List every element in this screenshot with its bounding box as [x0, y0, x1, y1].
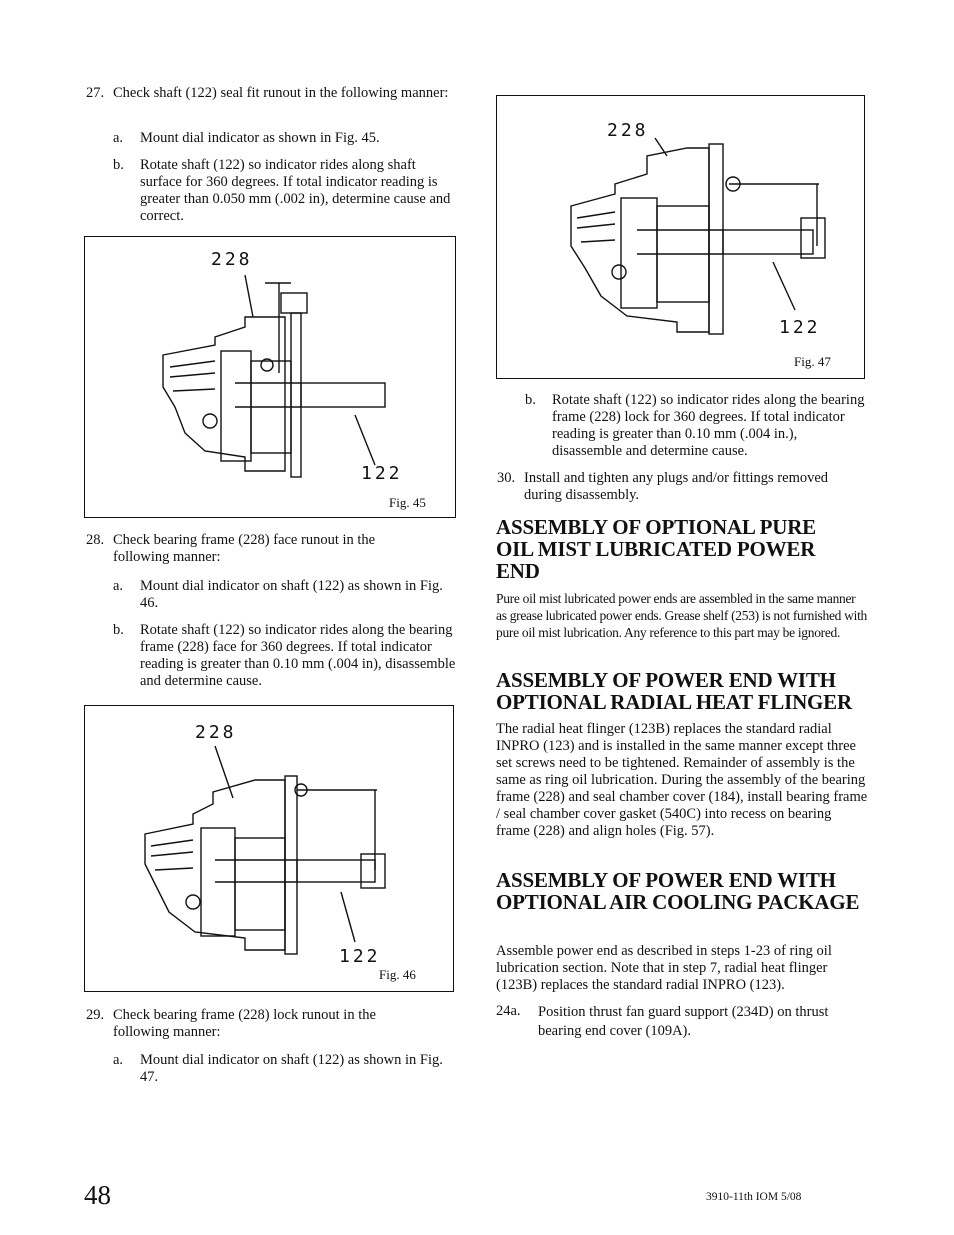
- step-text: Install and tighten any plugs and/or fittings removed during disassembly.: [524, 470, 829, 503]
- figure-47: [496, 95, 865, 379]
- step-number: 27.: [86, 85, 105, 101]
- step-number: 29.: [86, 1007, 105, 1023]
- heading-pure-oil-mist: ASSEMBLY OF OPTIONAL PURE OIL MIST LUBRICATED POWER END: [496, 515, 816, 583]
- para-pure-oil-mist: Pure oil mist lubricated power ends are assembled in the same manner as grease lubricated power ends. Grease shelf (253) is not furnished with pure oil mist lubrication. Any reference to this part may be ignored.: [496, 591, 867, 640]
- para-radial-heat-flinger: The radial heat flinger (123B) replaces the standard radial INPRO (123) and is installed in the same manner except three set screws need to be tightened. Remainder of assembly is the same as ring oil lubrication. During the assembly of the bearing frame (228) and seal chamber cover (184), install bearing frame / seal chamber cover gasket (540C) into recess on bearing frame (228) and align holes (Fig. 57).: [496, 721, 868, 839]
- step-letter: b.: [113, 622, 124, 638]
- document-id: 3910-11th IOM 5/08: [706, 1191, 802, 1203]
- step-text: Check shaft (122) seal fit runout in the following manner:: [113, 85, 449, 101]
- fig45-label-228: 228: [211, 249, 253, 270]
- step-text: Rotate shaft (122) so indicator rides along shaft surface for 360 degrees. If total indicator reading is greater than 0.050 mm (.002 in), determine cause and correct.: [140, 157, 451, 224]
- fig45-label-122: 122: [361, 463, 403, 484]
- step-text: Mount dial indicator on shaft (122) as shown in Fig. 46.: [140, 578, 443, 611]
- figure-45: [84, 236, 456, 518]
- step-number: 30.: [497, 470, 516, 486]
- fig47-drawing: [497, 96, 866, 380]
- step-number: 28.: [86, 532, 105, 548]
- step-text: Mount dial indicator as shown in Fig. 45.: [140, 130, 380, 146]
- step-letter: a.: [113, 578, 124, 594]
- heading-radial-heat-flinger: ASSEMBLY OF POWER END WITH OPTIONAL RADIAL HEAT FLINGER: [496, 668, 852, 714]
- step-text: Check bearing frame (228) lock runout in the following manner:: [113, 1007, 376, 1040]
- fig46-caption: Fig. 46: [379, 967, 416, 982]
- fig45-caption: Fig. 45: [389, 495, 426, 510]
- fig45-drawing: [85, 237, 457, 519]
- heading-air-cooling: ASSEMBLY OF POWER END WITH OPTIONAL AIR COOLING PACKAGE: [496, 868, 860, 914]
- step-text: Rotate shaft (122) so indicator rides along the bearing frame (228) face for 360 degrees. If total indicator reading is greater than 0.10 mm (.004 in), disassemble and determine cause.: [140, 622, 456, 689]
- step-letter: b.: [525, 392, 536, 408]
- fig46-drawing: [85, 706, 455, 993]
- step-number: 24a.: [496, 1003, 521, 1019]
- fig47-label-228: 228: [607, 120, 649, 141]
- step-text: Position thrust fan guard support (234D) on thrust bearing end cover (109A).: [538, 1004, 829, 1039]
- step-letter: a.: [113, 1052, 124, 1068]
- para-air-cooling: Assemble power end as described in steps 1-23 of ring oil lubrication section. Note that in step 7, radial heat flinger (123B) replaces the standard radial INPRO (123).: [496, 943, 832, 993]
- fig46-label-228: 228: [195, 722, 237, 743]
- page-number: 48: [84, 1180, 111, 1210]
- figure-46: [84, 705, 454, 992]
- fig47-caption: Fig. 47: [794, 354, 831, 369]
- step-text: Mount dial indicator on shaft (122) as shown in Fig. 47.: [140, 1052, 443, 1085]
- step-text: Rotate shaft (122) so indicator rides along the bearing frame (228) lock for 360 degrees. If total indicator reading is greater than 0.10 mm (.004 in.), disassemble and determine cause.: [552, 392, 865, 459]
- fig46-label-122: 122: [339, 946, 381, 967]
- step-letter: b.: [113, 157, 124, 173]
- fig47-label-122: 122: [779, 317, 821, 338]
- step-text: Check bearing frame (228) face runout in the following manner:: [113, 532, 376, 565]
- step-letter: a.: [113, 130, 124, 146]
